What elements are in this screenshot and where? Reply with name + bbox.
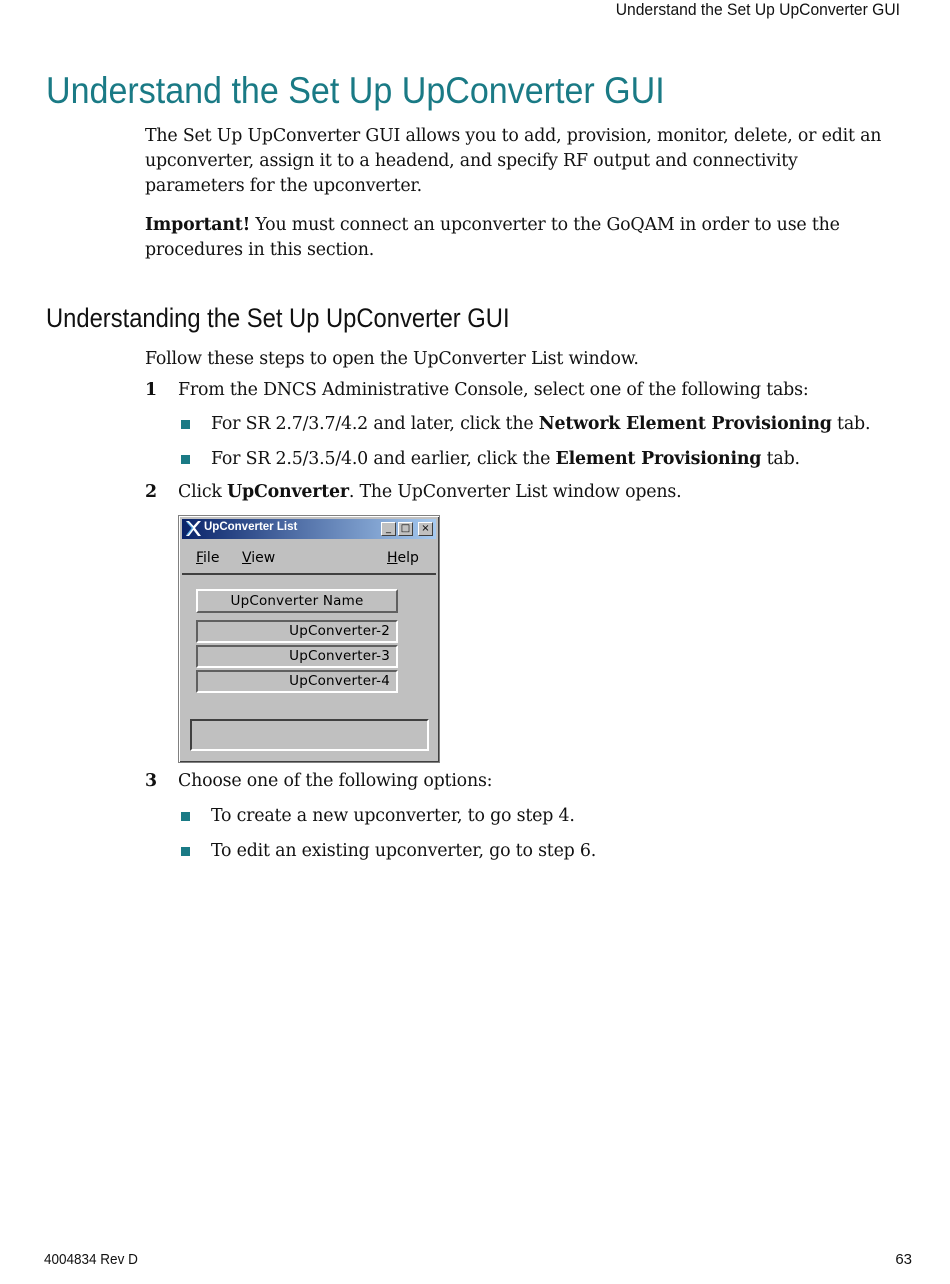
- page-number: 63: [895, 1251, 912, 1268]
- maximize-button[interactable]: □: [398, 522, 413, 536]
- list-item[interactable]: UpConverter-2: [196, 620, 398, 643]
- bullet-square-icon: [181, 847, 190, 856]
- bullet-item: To edit an existing upconverter, go to step 6.: [211, 841, 597, 861]
- step-number: 1: [145, 380, 158, 400]
- intro-paragraph: The Set Up UpConverter GUI allows you to add, provision, monitor, delete, or edit an upconverter, assign it to a headend, and specify RF output and connectivity parameters for the upconverter.: [145, 126, 882, 196]
- important-label: Important!: [145, 215, 251, 235]
- bullet-square-icon: [181, 420, 190, 429]
- bullet-square-icon: [181, 812, 190, 821]
- step-number: 3: [145, 771, 158, 791]
- bullet-item: For SR 2.7/3.7/4.2 and later, click the Network Element Provisioning tab.: [211, 414, 871, 434]
- list-item[interactable]: UpConverter-4: [196, 670, 398, 693]
- x-logo-icon: [185, 520, 202, 537]
- important-note: [145, 213, 895, 263]
- running-header: Understand the Set Up UpConverter GUI: [615, 0, 900, 19]
- menu-file[interactable]: File: [196, 550, 220, 566]
- lead-paragraph: Follow these steps to open the UpConverter List window.: [145, 349, 639, 369]
- minimize-button[interactable]: _: [381, 522, 396, 536]
- window-title: UpConverter List: [204, 521, 298, 533]
- menu-bar: [182, 542, 436, 575]
- step-number: 2: [145, 482, 158, 502]
- important-text: You must connect an upconverter to the GoQAM in order to use the procedures in this section.: [145, 215, 840, 260]
- upconverter-list-window: [178, 515, 440, 763]
- menu-help[interactable]: Help: [387, 550, 419, 566]
- section-title: Understand the Set Up UpConverter GUI: [46, 70, 665, 111]
- status-field: [190, 719, 429, 751]
- bullet-square-icon: [181, 455, 190, 464]
- window-titlebar: [182, 519, 436, 539]
- step-text: Click UpConverter. The UpConverter List window opens.: [178, 482, 682, 502]
- close-button[interactable]: ×: [418, 522, 433, 536]
- menu-view[interactable]: View: [242, 550, 276, 566]
- subsection-title: Understanding the Set Up UpConverter GUI: [46, 303, 510, 333]
- bullet-item: For SR 2.5/3.5/4.0 and earlier, click the Element Provisioning tab.: [211, 449, 800, 469]
- list-item[interactable]: UpConverter-3: [196, 645, 398, 668]
- column-header-button[interactable]: UpConverter Name: [196, 589, 398, 613]
- step-text: From the DNCS Administrative Console, select one of the following tabs:: [178, 380, 809, 400]
- bullet-item: To create a new upconverter, to go step 4.: [211, 806, 575, 826]
- step-text: Choose one of the following options:: [178, 771, 493, 791]
- document-id: 4004834 Rev D: [44, 1251, 138, 1268]
